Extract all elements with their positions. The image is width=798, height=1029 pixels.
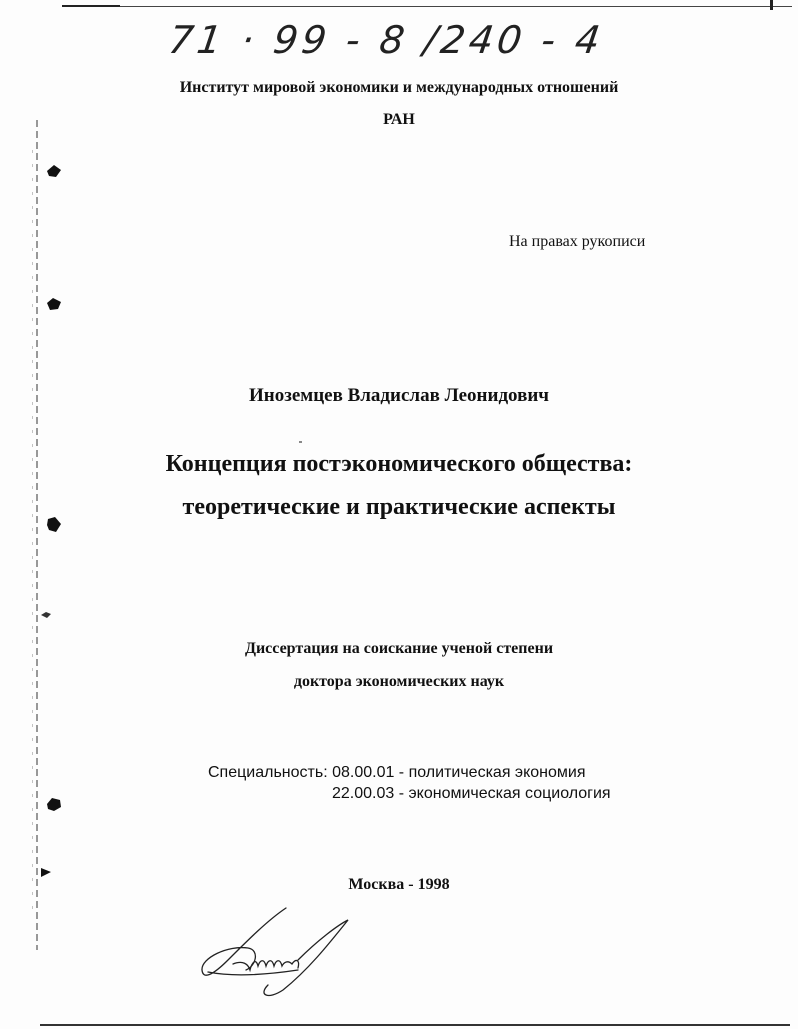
scan-rule-top-left	[62, 5, 120, 7]
scan-rule-bottom	[40, 1024, 790, 1026]
rights-note: На правах рукописи	[509, 233, 646, 250]
scan-rule-top	[120, 6, 792, 7]
thesis-title-line-2: теоретические и практические аспекты	[182, 494, 616, 520]
degree-line-2: доктора экономических наук	[293, 673, 505, 690]
place-year: Москва - 1998	[348, 876, 450, 893]
institute-name: Институт мировой экономики и международных отношений	[179, 79, 619, 96]
signature-icon	[188, 900, 368, 1010]
binder-hole-icon	[46, 164, 60, 178]
binder-hole-icon	[46, 297, 60, 311]
scan-speck	[299, 441, 302, 443]
binder-hole-icon	[40, 610, 54, 624]
specialty-line-1: Специальность: 08.00.01 - политическая экономия	[208, 764, 586, 781]
binding-edge-inner	[32, 150, 33, 910]
author-name: Иноземцев Владислав Леонидович	[248, 385, 550, 406]
binder-hole-icon	[46, 796, 60, 810]
degree-line-1: Диссертация на соискание ученой степени	[244, 640, 554, 657]
catalog-number: 71 · 99 - 8 /240 - 4	[166, 18, 607, 62]
specialty-line-2: 22.00.03 - экономическая социология	[332, 785, 611, 802]
thesis-title-line-1: Концепция постэкономического общества:	[165, 451, 633, 477]
academy-name: РАН	[383, 111, 415, 128]
scan-stub	[770, 0, 773, 10]
binding-edge	[36, 120, 38, 950]
